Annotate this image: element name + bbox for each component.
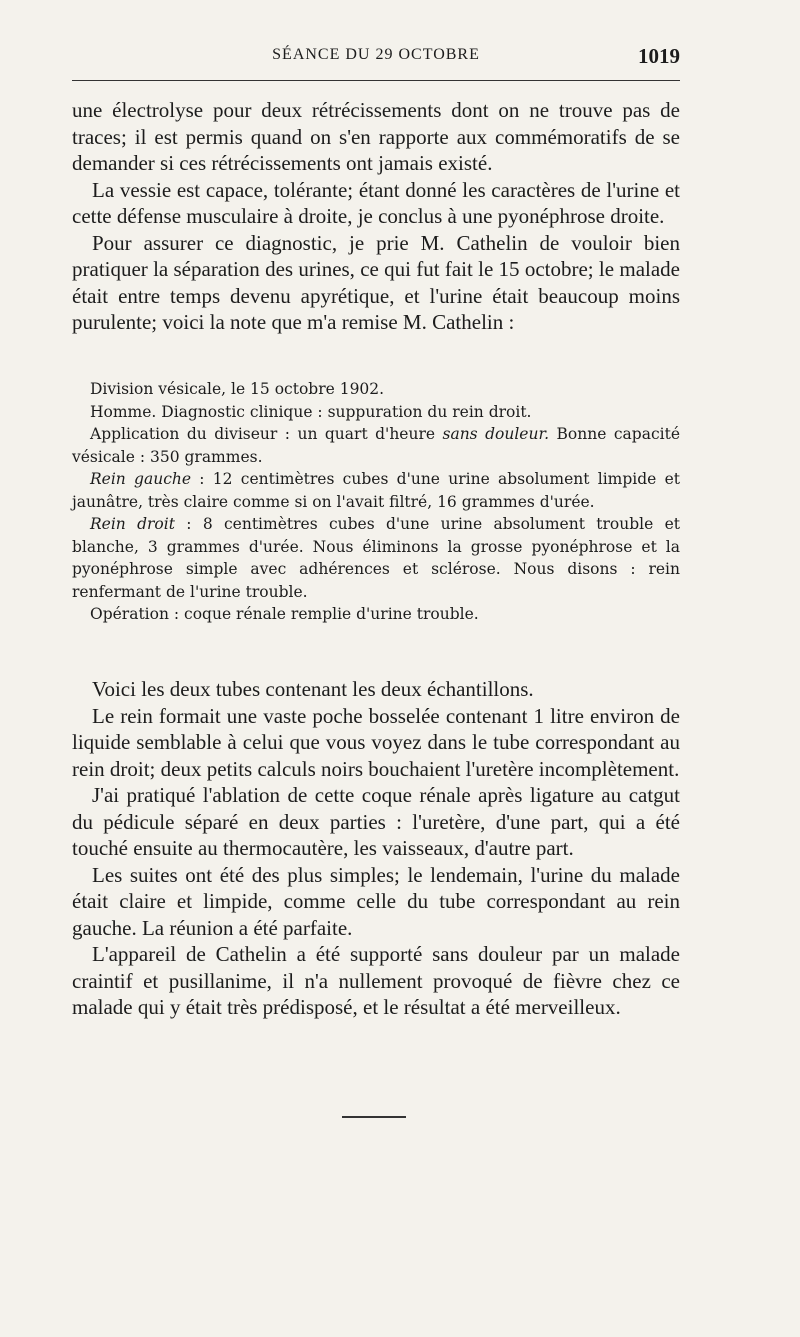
note-line: Division vésicale, le 15 octobre 1902. xyxy=(90,380,385,398)
paragraph: une électrolyse pour deux rétrécissements dont on ne trouve pas de traces; il est permis quand on s'en rapporte aux commémoratifs de se demander si ces rétrécissements ont jamais existé. xyxy=(72,98,680,175)
note-line: Rein droit : 8 centimètres cubes d'une urine absolument trouble et blanche, 3 grammes d'urée. Nous éliminons la grosse pyonéphrose et la pyonéphrose simple avec adhérences et sclérose. Nous disons : rein renfermant de l'urine trouble. xyxy=(72,515,680,601)
paragraph: Pour assurer ce diagnostic, je prie M. Cathelin de vouloir bien pratiquer la séparation des urines, ce qui fut fait le 15 octobre; le malade était entre temps devenu apyrétique, et l'urine était beaucoup moins purulente; voici la note que m'a remise M. Cathelin : xyxy=(72,230,680,334)
paragraph: La vessie est capace, tolérante; étant donné les caractères de l'urine et cette défense musculaire à droite, je conclus à une pyonéphrose droite. xyxy=(72,177,680,228)
cathelin-note xyxy=(72,378,680,626)
body-section-2 xyxy=(72,676,680,1021)
running-head: SÉANCE DU 29 OCTOBRE xyxy=(272,46,480,63)
note-line: Opération : coque rénale remplie d'urine trouble. xyxy=(90,605,479,623)
end-rule xyxy=(342,1116,406,1118)
page-number: 1019 xyxy=(638,44,680,68)
header-rule xyxy=(72,80,680,81)
paragraph: Voici les deux tubes contenant les deux échantillons. xyxy=(92,677,534,701)
note-line: Rein gauche : 12 centimètres cubes d'une urine absolument limpide et jaunâtre, très claire comme si on l'avait filtré, 16 grammes d'urée. xyxy=(72,470,680,511)
note-line: Homme. Diagnostic clinique : suppuration du rein droit. xyxy=(90,402,532,421)
page-header xyxy=(72,42,680,78)
body-section-1 xyxy=(72,97,680,336)
paragraph: L'appareil de Cathelin a été supporté sans douleur par un malade craintif et pusillanime, il n'a nullement provoqué de fièvre chez ce malade qui y était très prédisposé, et le résultat a été merveilleux. xyxy=(72,942,680,1019)
paragraph: Les suites ont été des plus simples; le lendemain, l'urine du malade était claire et limpide, comme celle du tube correspondant au rein gauche. La réunion a été parfaite. xyxy=(72,862,680,940)
paragraph: J'ai pratiqué l'ablation de cette coque rénale après ligature au catgut du pédicule séparé en deux parties : l'uretère, d'une part, qui a été touché ensuite au thermocautère, les vaisseaux, d'autre part. xyxy=(72,783,680,860)
note-line: Application du diviseur : un quart d'heure sans douleur. Bonne capacité vésicale : 350 grammes. xyxy=(72,425,680,466)
paragraph: Le rein formait une vaste poche bosselée contenant 1 litre environ de liquide semblable à celui que vous voyez dans le tube correspondant au rein droit; deux petits calculs noirs bouchaient l'uretère incomplètement. xyxy=(72,703,680,781)
